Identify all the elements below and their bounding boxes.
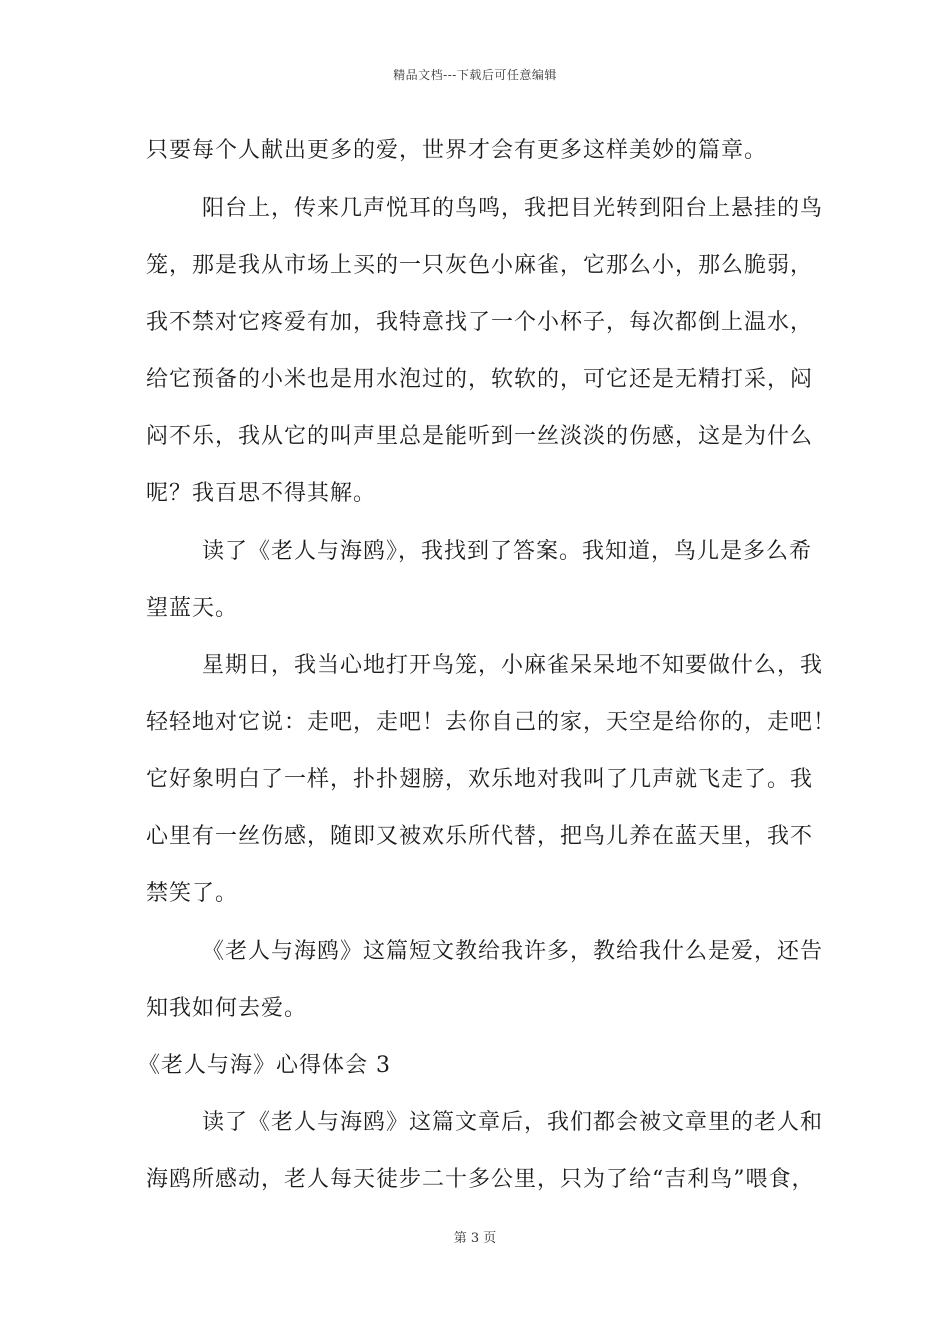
text-line: 轻轻地对它说：走吧，走吧！去你自己的家，天空是给你的，走吧！ bbox=[146, 710, 837, 735]
text-line: 知我如何去爱。 bbox=[146, 996, 308, 1021]
text-line: 海鸥所感动，老人每天徒步二十多公里，只为了给“吉利鸟”喂食， bbox=[146, 1167, 815, 1192]
text-line: 禁笑了。 bbox=[146, 881, 239, 906]
text-line: 闷不乐，我从它的叫声里总是能听到一丝淡淡的伤感，这是为什么 bbox=[146, 424, 814, 449]
page-number: 第 3 页 bbox=[453, 1231, 497, 1246]
text-line: 《老人与海鸥》这篇短文教给我许多，教给我什么是爱，还告 bbox=[202, 939, 824, 964]
text-line: 读了《老人与海鸥》这篇文章后，我们都会被文章里的老人和 bbox=[202, 1110, 824, 1135]
text-line: 望蓝天。 bbox=[146, 596, 239, 621]
text-line: 呢？我百思不得其解。 bbox=[146, 481, 377, 506]
text-line: 阳台上，传来几声悦耳的鸟鸣，我把目光转到阳台上悬挂的鸟 bbox=[202, 196, 824, 221]
text-line: 读了《老人与海鸥》，我找到了答案。我知道，鸟儿是多么希 bbox=[202, 539, 813, 564]
text-line: 笼，那是我从市场上买的一只灰色小麻雀，它那么小，那么脆弱， bbox=[146, 253, 814, 278]
text-line: 星期日，我当心地打开鸟笼，小麻雀呆呆地不知要做什么，我 bbox=[202, 653, 824, 678]
text-line: 给它预备的小米也是用水泡过的，软软的，可它还是无精打采，闷 bbox=[146, 367, 814, 392]
text-line: 我不禁对它疼爱有加，我特意找了一个小杯子，每次都倒上温水， bbox=[146, 310, 814, 335]
text-line: 心里有一丝伤感，随即又被欢乐所代替，把鸟儿养在蓝天里，我不 bbox=[146, 824, 814, 849]
text-line: 只要每个人献出更多的爱，世界才会有更多这样美妙的篇章。 bbox=[146, 138, 768, 163]
section-heading: 《老人与海》心得体会 3 bbox=[138, 1053, 391, 1078]
text-line: 它好象明白了一样，扑扑翅膀，欢乐地对我叫了几声就飞走了。我 bbox=[146, 767, 814, 792]
page-header: 精品文档---下载后可任意编辑 bbox=[393, 68, 557, 82]
